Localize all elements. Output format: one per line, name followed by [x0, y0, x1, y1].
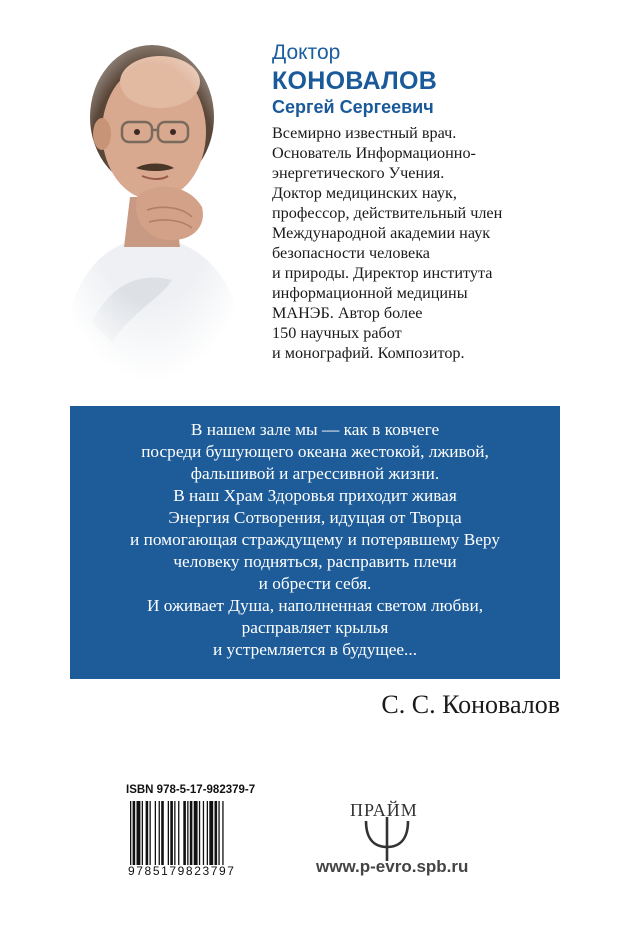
quote-line: фальшивой и агрессивной жизни.	[190, 464, 440, 483]
author-title: Доктор	[272, 41, 341, 64]
quote-signature: С. С. Коновалов	[381, 690, 560, 719]
isbn-label: ISBN 978-5-17-982379-7	[126, 784, 256, 796]
author-names: Сергей Сергеевич	[272, 97, 434, 117]
bio-line: Международной академии наук	[272, 224, 491, 242]
quote-box	[70, 406, 560, 679]
bio-line: и монографий. Композитор.	[272, 344, 465, 362]
bio-line: и природы. Директор института	[272, 264, 493, 282]
author-block	[272, 40, 602, 363]
quote-line: В наш Храм Здоровья приходит живая	[173, 486, 457, 505]
quote-line: и помогающая страждущему и потерявшему Веру	[130, 530, 500, 549]
quote-text	[70, 419, 560, 661]
bio-line: Всемирно известный врач.	[272, 124, 457, 142]
psi-icon	[360, 815, 414, 863]
bio-line: Основатель Информационно-	[272, 144, 476, 162]
quote-line: посреди бушующего океана жестокой, лживой,	[141, 442, 489, 461]
bio-line: безопасности человека	[272, 244, 430, 262]
bio-line: профессор, действительный член	[272, 204, 503, 222]
author-surname: КОНОВАЛОВ	[272, 67, 438, 95]
quote-line: Энергия Сотворения, идущая от Творца	[168, 508, 462, 527]
bio-line: энергетического Учения.	[272, 164, 445, 182]
quote-line: и устремляется в будущее...	[212, 640, 418, 659]
bio-line: 150 научных работ	[272, 324, 402, 342]
publisher-name: ПРАЙМ	[350, 800, 418, 820]
quote-line: И оживает Душа, наполненная светом любви,	[146, 596, 484, 615]
quote-line: В нашем зале мы — как в ковчеге	[190, 420, 440, 439]
quote-line: и обрести себя.	[258, 574, 372, 593]
author-bio	[272, 123, 602, 363]
quote-line: человеку подняться, расправить плечи	[173, 552, 457, 571]
publisher-website: www.p-evro.spb.ru	[316, 857, 469, 876]
quote-line: расправляет крылья	[241, 618, 389, 637]
barcode	[128, 801, 280, 865]
bio-line: информационной медицины	[272, 284, 468, 302]
bio-line: МАНЭБ. Автор более	[272, 304, 423, 322]
bio-line: Доктор медицинских наук,	[272, 184, 457, 202]
author-portrait	[52, 22, 252, 382]
barcode-digits: 9785179823797	[128, 864, 236, 878]
